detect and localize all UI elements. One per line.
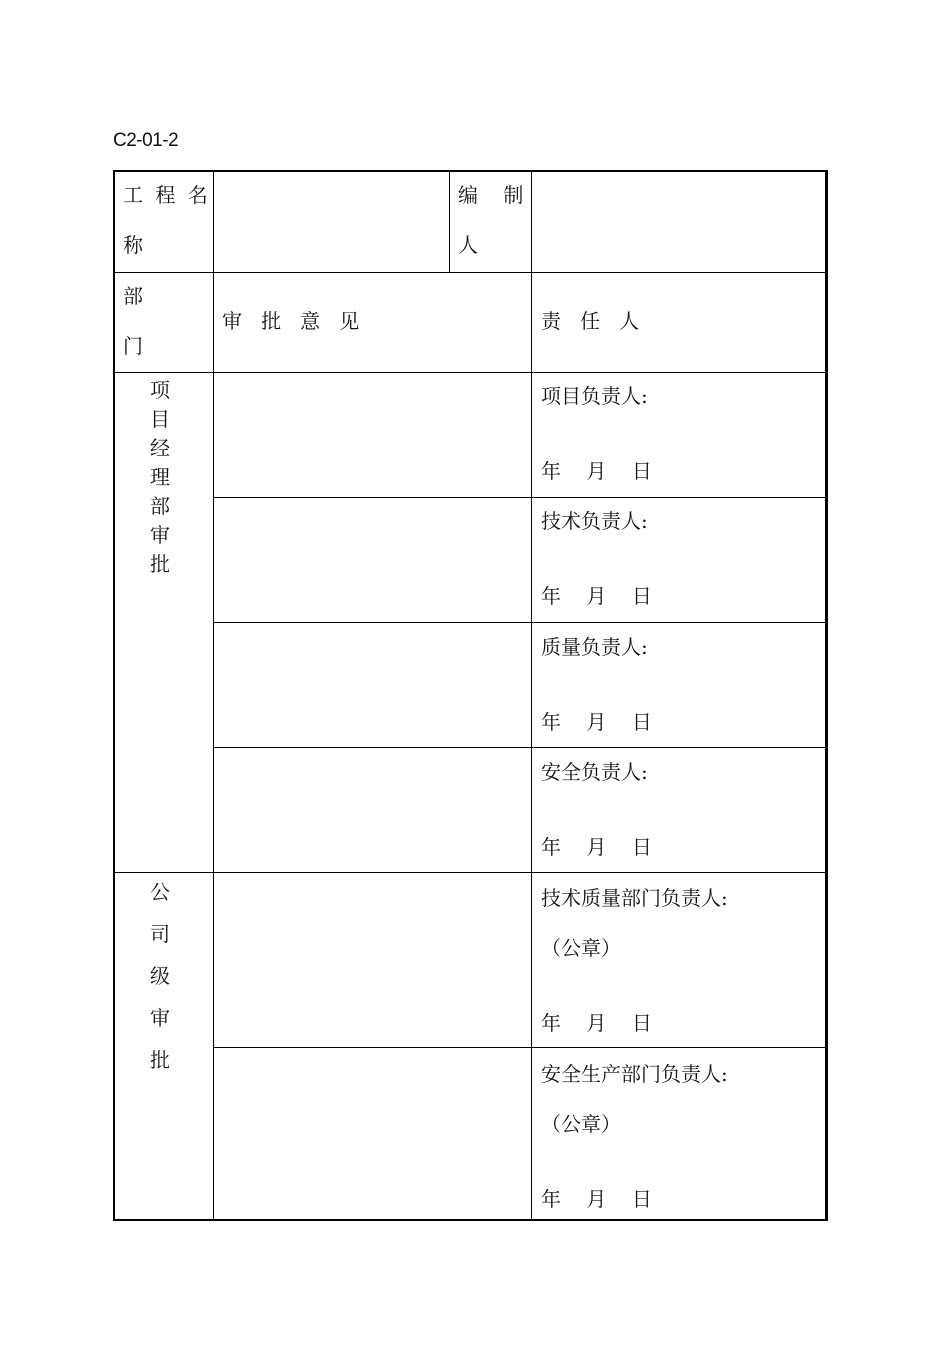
seal-label: （公章） <box>541 936 621 960</box>
rule-row-2 <box>213 622 827 623</box>
rule-columns-bottom <box>115 372 827 373</box>
rule-header-bottom <box>115 272 827 273</box>
preparer-label-cont: 人 <box>458 233 478 257</box>
project-name-label: 工 程 名 <box>123 183 211 207</box>
role-label: 技术负责人: <box>541 509 648 533</box>
title-char: 批 <box>150 552 170 576</box>
department-column-label: 部 <box>123 284 143 308</box>
rule-col-header-mid <box>449 172 450 272</box>
seal-label: （公章） <box>541 1112 621 1136</box>
date-label: 年 月 日 <box>541 584 652 608</box>
responsible-column-label: 责 任 人 <box>541 309 640 333</box>
title-char: 项 <box>150 378 170 402</box>
opinion-field[interactable] <box>215 499 529 621</box>
opinion-field[interactable] <box>215 1049 529 1219</box>
title-char: 公 <box>150 880 170 904</box>
preparer-field[interactable] <box>533 174 825 270</box>
date-label: 年 月 日 <box>541 710 652 734</box>
rule-row-1 <box>213 497 827 498</box>
preparer-label: 编 制 <box>458 183 524 207</box>
role-label: 技术质量部门负责人: <box>541 886 728 910</box>
opinion-field[interactable] <box>215 874 529 1046</box>
title-char: 目 <box>150 407 170 431</box>
document-code: C2-01-2 <box>113 130 179 151</box>
company-title <box>115 882 205 1070</box>
title-char: 经 <box>150 436 170 460</box>
date-label: 年 月 日 <box>541 1187 652 1211</box>
rule-row-3 <box>213 747 827 748</box>
rule-row-5 <box>213 1047 827 1048</box>
opinion-field[interactable] <box>215 624 529 746</box>
date-label: 年 月 日 <box>541 1011 652 1035</box>
rule-section-split <box>115 872 827 873</box>
opinion-field[interactable] <box>215 374 529 496</box>
role-label: 安全负责人: <box>541 760 648 784</box>
title-char: 部 <box>150 494 170 518</box>
date-label: 年 月 日 <box>541 835 652 859</box>
rule-col-1 <box>213 172 214 1221</box>
title-char: 理 <box>150 465 170 489</box>
opinion-field[interactable] <box>215 749 529 871</box>
project-dept-title <box>115 380 205 574</box>
department-column-label-cont: 门 <box>123 334 143 358</box>
rule-col-2 <box>531 172 532 1221</box>
title-char: 级 <box>150 964 170 988</box>
project-name-label-cont: 称 <box>123 233 143 257</box>
project-name-field[interactable] <box>215 174 447 270</box>
title-char: 批 <box>150 1048 170 1072</box>
title-char: 司 <box>150 922 170 946</box>
date-label: 年 月 日 <box>541 459 652 483</box>
opinion-column-label: 审 批 意 见 <box>222 309 360 333</box>
role-label: 质量负责人: <box>541 635 648 659</box>
title-char: 审 <box>150 523 170 547</box>
role-label: 安全生产部门负责人: <box>541 1062 728 1086</box>
approval-form-table <box>113 170 828 1221</box>
title-char: 审 <box>150 1006 170 1030</box>
role-label: 项目负责人: <box>541 384 648 408</box>
